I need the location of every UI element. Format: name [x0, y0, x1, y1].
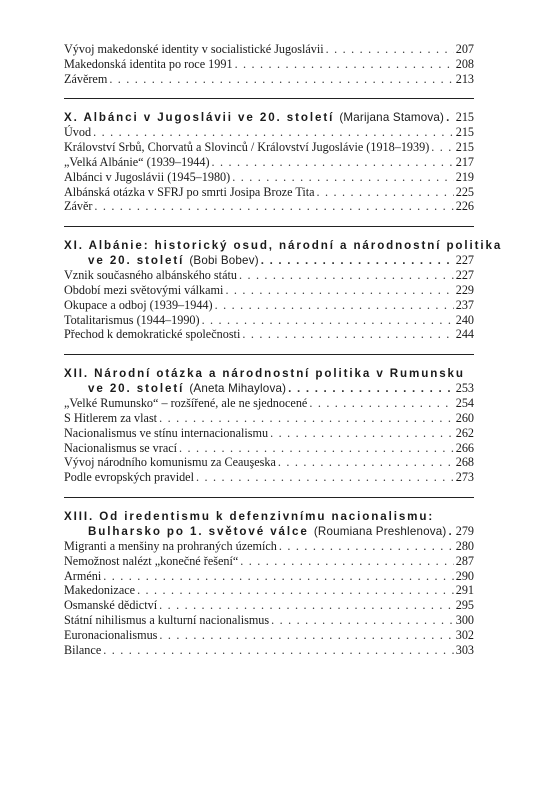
page-number: 219 [455, 169, 474, 184]
dot-leader [309, 396, 453, 411]
chapter-block [64, 98, 474, 214]
dot-leader [109, 72, 453, 87]
entry-title: Závěr [64, 199, 93, 214]
chapter-title-text: ve 20. století [88, 254, 185, 268]
toc-entry [64, 125, 474, 140]
page-number: 215 [455, 110, 474, 125]
toc-entry [64, 539, 474, 554]
chapter-title [88, 381, 286, 396]
entry-title: Úvod [64, 125, 92, 140]
dot-leader [94, 199, 453, 214]
toc-entry [64, 569, 474, 584]
chapter-heading [64, 253, 474, 268]
dot-leader [271, 613, 454, 628]
chapter-author: (Marijana Stamova) [339, 111, 445, 125]
dot-leader [159, 411, 454, 426]
page-number: 215 [455, 140, 474, 155]
chapter-heading [64, 110, 474, 125]
page-number: 268 [455, 455, 474, 470]
entry-title: Arméni [64, 568, 102, 583]
entry-title: Podle evropských pravidel [64, 470, 194, 485]
entry-title: S Hitlerem za vlast [64, 410, 158, 425]
chapter-title [88, 524, 446, 539]
entry-title: Totalitarismus (1944–1990) [64, 312, 200, 327]
dot-leader [317, 185, 454, 200]
toc-entry [64, 170, 474, 185]
chapter-heading-line: XI. Albánie: historický osud, národní a národnostní politika [64, 239, 503, 253]
entry-title: Vývoj makedonské identity v socialistické Jugoslávii [64, 42, 324, 56]
table-of-contents [64, 42, 503, 657]
page-number: 244 [455, 327, 474, 342]
page-number: 227 [455, 268, 474, 283]
entry-title: Přechod k demokratické společnosti [64, 327, 241, 342]
toc-entry [64, 598, 474, 613]
dot-leader [215, 298, 454, 313]
toc-entry [64, 554, 474, 569]
dot-leader [431, 140, 453, 155]
page-number: 213 [455, 71, 474, 86]
toc-entry [64, 470, 474, 485]
page-number: 287 [455, 553, 474, 568]
dot-leader [239, 268, 454, 283]
entry-title: Makedonská identita po roce 1991 [64, 56, 233, 71]
toc-entry [64, 583, 474, 598]
chapter-block [64, 226, 503, 342]
page-number: 280 [455, 538, 474, 553]
entry-title: Bilance [64, 642, 102, 657]
page-number: 266 [455, 440, 474, 455]
page-number: 262 [455, 425, 474, 440]
spacer [64, 498, 474, 509]
page-number: 215 [455, 125, 474, 140]
entry-title: „Velká Albánie“ (1939–1944) [64, 154, 210, 169]
page-number: 207 [455, 42, 474, 56]
toc-entry [64, 298, 474, 313]
entry-title: Euronacionalismus [64, 627, 158, 642]
dot-leader [446, 110, 454, 125]
entry-title: Albánská otázka v SFRJ po smrti Josipa Broze Tita [64, 184, 315, 199]
page-number: 240 [455, 312, 474, 327]
page-number: 217 [455, 154, 474, 169]
spacer [64, 227, 474, 238]
dot-leader [242, 327, 453, 342]
dot-leader [270, 426, 454, 441]
toc-entry [64, 185, 474, 200]
dot-leader [240, 554, 453, 569]
page-number: 229 [455, 282, 474, 297]
dot-leader [232, 170, 454, 185]
page-number: 295 [455, 598, 474, 613]
toc-entry [64, 613, 474, 628]
page-number: 227 [455, 253, 474, 268]
page-number: 273 [455, 470, 474, 485]
dot-leader [261, 253, 454, 268]
chapter-author: (Bobi Bobev) [189, 254, 259, 268]
toc-entry [64, 155, 474, 170]
dot-leader [159, 598, 454, 613]
chapter-title [64, 110, 444, 125]
chapter-title-text: ve 20. století [88, 382, 185, 396]
chapter-title-text: Bulharsko po 1. světové válce [88, 524, 309, 538]
entry-title: Okupace a odboj (1939–1944) [64, 297, 213, 312]
toc-entry [64, 140, 474, 155]
entry-title: Nemožnost nalézt „konečné řešení“ [64, 553, 239, 568]
dot-leader [212, 155, 454, 170]
toc-entry [64, 426, 474, 441]
toc-entry [64, 628, 474, 643]
chapter-block [64, 497, 474, 657]
entry-title: Makedonizace [64, 583, 136, 598]
entry-title: Nacionalismus ve stínu internacionalismu [64, 425, 269, 440]
toc-entry [64, 283, 474, 298]
chapter-title-text: X. Albánci v Jugoslávii ve 20. století [64, 111, 335, 125]
entry-title: Albánci v Jugoslávii (1945–1980) [64, 169, 231, 184]
page-number: 253 [455, 381, 474, 396]
entry-title: Vývoj národního komunismu za Ceauşeska [64, 455, 276, 470]
entry-title: Osmanské dědictví [64, 598, 158, 613]
toc-entry [64, 42, 474, 57]
dot-leader [137, 583, 454, 598]
page-number: 254 [455, 396, 474, 411]
dot-leader [326, 42, 454, 57]
toc-entry [64, 441, 474, 456]
dot-leader [448, 524, 453, 539]
dot-leader [235, 57, 454, 72]
toc-entry [64, 57, 474, 72]
toc-entry [64, 396, 474, 411]
spacer [64, 99, 474, 110]
entry-title: Období mezi světovými válkami [64, 282, 224, 297]
page-number: 291 [455, 583, 474, 598]
chapter-heading-line: XII. Národní otázka a národnostní politika v Rumunsku [64, 367, 465, 381]
toc-entry [64, 327, 474, 342]
chapter-block [64, 354, 474, 485]
page-number: 226 [455, 199, 474, 214]
dot-leader [278, 455, 454, 470]
page-number: 302 [455, 627, 474, 642]
spacer [64, 355, 474, 366]
toc-entry [64, 455, 474, 470]
entry-title: Státní nihilismus a kulturní nacionalismus [64, 612, 270, 627]
chapter-author: (Aneta Mihaylova) [189, 382, 287, 396]
toc-entry [64, 72, 474, 87]
chapter-title [88, 253, 259, 268]
toc-entry [64, 313, 474, 328]
dot-leader [103, 643, 453, 658]
chapter-heading [64, 524, 474, 539]
page-number: 279 [455, 523, 474, 538]
toc-entry [64, 268, 474, 283]
chapter-author: (Roumiana Preshlenova) [313, 524, 447, 538]
dot-leader [202, 313, 454, 328]
page-number: 300 [455, 612, 474, 627]
page-number: 303 [455, 642, 474, 657]
dot-leader [93, 125, 454, 140]
toc-entry [64, 199, 474, 214]
entry-title: Migranti a menšiny na prohraných územích [64, 538, 277, 553]
chapter-heading [64, 381, 474, 396]
entry-title: Království Srbů, Chorvatů a Slovinců / Království Jugoslávie (1918–1939) [64, 140, 430, 155]
page-number: 208 [455, 56, 474, 71]
dot-leader [196, 470, 454, 485]
toc-entry [64, 643, 474, 658]
page-number: 237 [455, 297, 474, 312]
dot-leader [179, 441, 454, 456]
dot-leader [225, 283, 453, 298]
entry-title: Vznik současného albánského státu [64, 268, 237, 283]
dot-leader [288, 381, 454, 396]
entry-title: Nacionalismus se vrací [64, 440, 178, 455]
entry-title: „Velké Rumunsko“ – rozšířené, ale ne sjednocené [64, 396, 308, 411]
entry-title: Závěrem [64, 71, 108, 86]
page-number: 260 [455, 410, 474, 425]
page-number: 290 [455, 568, 474, 583]
toc-entry [64, 411, 474, 426]
dot-leader [159, 628, 453, 643]
dot-leader [103, 569, 453, 584]
page-number: 225 [455, 184, 474, 199]
dot-leader [279, 539, 454, 554]
chapter-heading-line: XIII. Od iredentismu k defenzivnímu nacionalismu: [64, 509, 435, 523]
